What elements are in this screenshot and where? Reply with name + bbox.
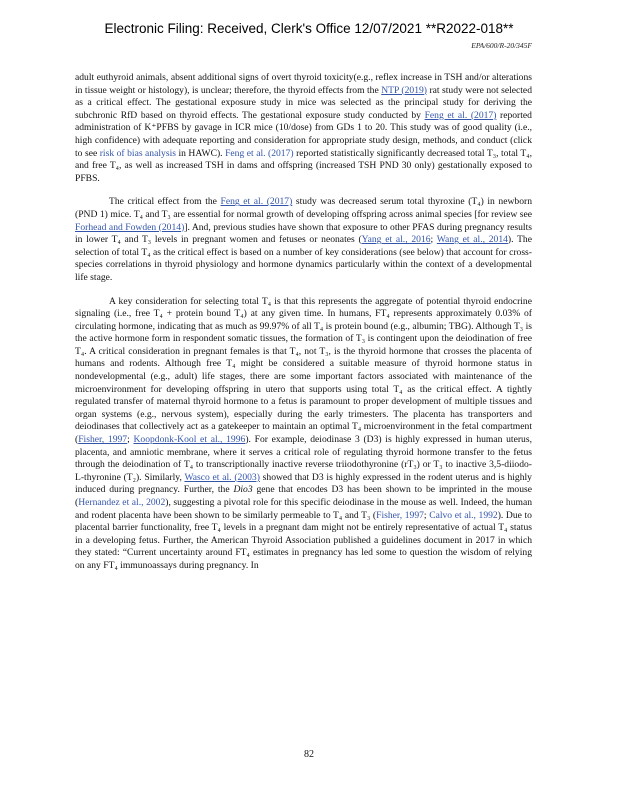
paragraph-text: gene that encodes D3 has been shown to be imprinted in the mouse ( <box>75 484 532 508</box>
citation-link[interactable]: risk of bias analysis <box>99 147 176 159</box>
document-id: EPA/600/R-20/345F <box>471 41 532 50</box>
paragraph-text: ; <box>423 509 430 521</box>
paragraph <box>75 196 532 284</box>
document-body <box>75 72 532 573</box>
filing-header: Electronic Filing: Received, Clerk's Office 12/07/2021 **R2022-018** <box>104 21 514 36</box>
paragraph-text: study was decreased serum total thyroxine (T₄) in newborn (PND 1) mice. T₄ and T₃ are essential for normal growth of developing offspring across animal species [for review see <box>75 196 532 220</box>
paragraph-text: adult euthyroid animals, absent additional signs of overt thyroid toxicity(e.g., reflex increase in TSH and/or alterations in tissue weight or histology), is unclear; therefore, the thyroid effects from the <box>75 72 532 96</box>
citation-link[interactable]: Hernandez et al., 2002 <box>78 497 166 508</box>
paragraph-text: reported administration of K⁺PFBS by gavage in ICR mice (10/dose) from GDs 1 to 20. This study was of good quality (i.e., high confidence) with adequate reporting and consideration for appropriate study design, methods, and conduct (click to see <box>75 109 532 159</box>
paragraph-text: ). For example, deiodinase 3 (D3) is highly expressed in human uterus, placenta, and amniotic membrane, where it serves a critical role of regulating thyroid hormone transfer to the fetus through the deiodination of T₄ to transcriptionally inactive reverse triiodothyronine (rT₃) or T₃ to inactive 3,5-diiodo-L-thyronine (T₂). Similarly, <box>75 434 532 483</box>
paragraph-text: reported statistically significantly decreased total T₃, total T₄, and free T₄, as well as increased TSH in dams and offspring (increased TSH PND 30 only) gestationally exposed to PFBS. <box>75 147 532 184</box>
citation-link[interactable]: Forhead and Fowden (2014) <box>75 221 185 233</box>
citation-link[interactable]: Wang et al., 2014 <box>436 234 508 246</box>
paragraph-text: ]. And, previous studies have shown that exposure to other PFAS during pregnancy results in lower T₄ and T₃ levels in pregnant women and fetuses or neonates ( <box>75 221 532 246</box>
paragraph-text: ), suggesting a pivotal role for this specific deiodinase in the mouse as well. Indeed, the human and rodent placenta have been shown to be similarly permeable to T₄ and T₃ ( <box>75 497 533 521</box>
citation-link[interactable]: Feng et al. (2017) <box>225 147 294 159</box>
citation-link[interactable]: Feng et al. (2017) <box>424 109 497 121</box>
page-number: 82 <box>304 749 314 760</box>
paragraph-text: showed that D3 is highly expressed in the rodent uterus and is highly induced during pregnancy. Further, the <box>75 471 532 496</box>
citation-link[interactable]: Calvo et al., 1992 <box>429 509 498 521</box>
paragraph <box>75 296 532 573</box>
paragraph-text: in HAWC). <box>175 147 226 159</box>
paragraph-text: ). Due to placental barrier functionality, free T₄ levels in a pregnant dam might not be entirely representative of actual T₄ status in a developing fetus. Further, the American Thyroid Association published a guidelines document in 2017 in which they stated: “Current uncertainty around FT₄ estimates in pregnancy has led some to question the wisdom of relying on any FT₄ immunoassays during pregnancy. In <box>75 509 532 571</box>
citation-link[interactable]: Yang et al., 2016 <box>361 234 431 246</box>
paragraph-text: rat study were not selected as a critical effect. The gestational exposure study in mice was selected as the principal study for deriving the subchronic RfD based on thyroid effects. The gestational exposure study conducted by <box>75 84 532 121</box>
citation-link[interactable]: Koopdonk-Kool et al., 1996 <box>133 434 246 446</box>
paragraph-text: ; <box>127 434 134 446</box>
paragraph-text: The critical effect from the <box>109 196 221 208</box>
citation-link[interactable]: Wasco et al. (2003) <box>184 471 260 483</box>
paragraph-text: Dio3 <box>233 484 253 496</box>
paragraph-text: ; <box>430 234 437 246</box>
citation-link[interactable]: NTP (2019) <box>381 84 427 96</box>
citation-link[interactable]: Fisher, 1997 <box>376 509 424 521</box>
citation-link[interactable]: Fisher, 1997 <box>78 434 128 446</box>
paragraph-text: A key consideration for selecting total T₄ is that this represents the aggregate of potential thyroid endocrine signaling (i.e., free T₄ + protein bound T₄) at any given time. In humans, FT₄ represents approximately 0.03% of circulating hormone, indicating that as much as 99.97% of all T₄ is protein bound (e.g., albumin; TBG). Although T₃ is the active hormone form in respondent somatic tissues, the formation of T₃ is contingent upon the deiodination of free T₄. A critical consideration in pregnant females is that T₄, not T₃, is the thyroid hormone that crosses the placenta of humans and rodents. Although free T₄ might be considered a suitable measure of thyroid hormone status in nondevelopmental (e.g., adult) life stages, there are some important factors associated with maintenance of the microenvironment for developing offspring in utero that supports using total T₄ as the critical effect. A tightly regulated transfer of maternal thyroid hormone to a fetus is paramount to proper development of multiple tissues and organ systems (e.g., nervous system), especially during the early trimesters. The placenta has transporters and deiodinases that collectively act as a gatekeeper to maintain an optimal T₄ microenvironment in the fetal compartment ( <box>75 295 532 446</box>
paragraph-text: ). The selection of total T₄ as the critical effect is based on a number of key considerations (see below) that account for cross-species correlations in thyroid physiology and hormone dynamics particularly within the context of a developmental life stage. <box>75 234 532 283</box>
citation-link[interactable]: Feng et al. (2017) <box>220 196 293 208</box>
paragraph <box>75 72 532 185</box>
